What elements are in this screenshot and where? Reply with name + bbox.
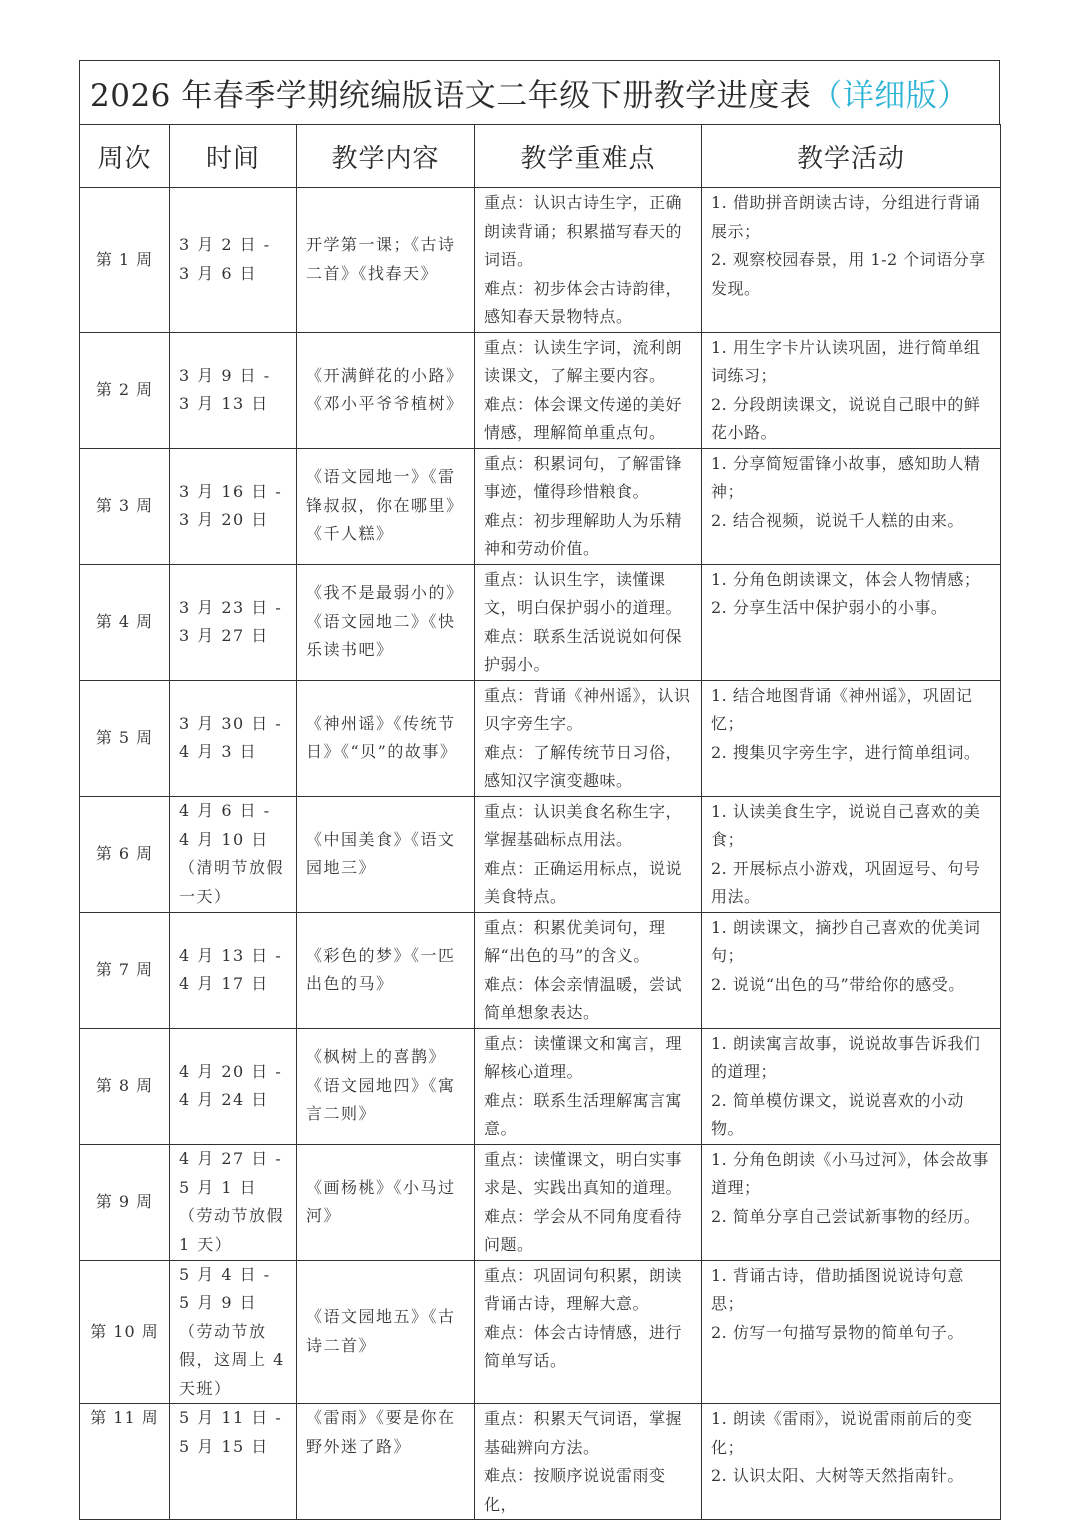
- time-cell: 4 月 13 日 - 4 月 17 日: [170, 912, 297, 1028]
- focus-cell: [475, 448, 702, 564]
- focus-text: 重点：读懂课文和寓言，理解核心道理。: [484, 1033, 683, 1081]
- page-title: [79, 60, 1000, 124]
- difficulty-text: 难点：体会课文传递的美好情感，理解简单重点句。: [484, 394, 683, 442]
- focus-text: 重点：积累优美词句，理解“出色的马”的含义。: [484, 917, 666, 965]
- table-row: [80, 332, 1001, 448]
- activity-item: 2. 搜集贝字旁生字，进行简单组词。: [711, 742, 981, 762]
- header-activity: 教学活动: [702, 125, 1001, 188]
- table-row: [80, 1028, 1001, 1144]
- activity-item: 1. 借助拼音朗读古诗，分组进行背诵展示；: [711, 193, 981, 241]
- table-row: [80, 448, 1001, 564]
- activity-cell: [702, 796, 1001, 912]
- focus-cell: [475, 1260, 702, 1404]
- activity-item: 1. 背诵古诗，借助插图说说诗句意思；: [711, 1265, 964, 1313]
- activity-item: 1. 朗读《雷雨》，说说雷雨前后的变化；: [711, 1409, 973, 1457]
- week-cell: 第 11 周: [80, 1404, 170, 1520]
- time-cell: 3 月 2 日 - 3 月 6 日: [170, 188, 297, 333]
- table-row: [80, 1260, 1001, 1404]
- activity-item: 2. 分段朗读课文，说说自己眼中的鲜花小路。: [711, 394, 981, 442]
- focus-cell: [475, 564, 702, 680]
- difficulty-text: 难点：初步体会古诗韵律，感知春天景物特点。: [484, 278, 683, 326]
- activity-item: 1. 分享简短雷锋小故事，感知助人精神；: [711, 453, 981, 501]
- difficulty-text: 难点：联系生活理解寓言寓意。: [484, 1090, 683, 1138]
- focus-text: 重点：认识生字，读懂课文，明白保护弱小的道理。: [484, 569, 683, 617]
- time-cell: 3 月 16 日 - 3 月 20 日: [170, 448, 297, 564]
- time-cell: 5 月 11 日 - 5 月 15 日: [170, 1404, 297, 1520]
- week-cell: 第 4 周: [80, 564, 170, 680]
- difficulty-text: 难点：联系生活说说如何保护弱小。: [484, 626, 683, 674]
- schedule-sheet: [79, 60, 1000, 1520]
- content-cell: 《枫树上的喜鹊》《语文园地四》《寓言二则》: [297, 1028, 475, 1144]
- time-cell: 4 月 6 日 - 4 月 10 日（清明节放假一天）: [170, 796, 297, 912]
- activity-cell: [702, 1144, 1001, 1260]
- content-cell: 开学第一课；《古诗二首》《找春天》: [297, 188, 475, 333]
- time-cell: 3 月 9 日 - 3 月 13 日: [170, 332, 297, 448]
- week-cell: 第 10 周: [80, 1260, 170, 1404]
- activity-item: 2. 简单分享自己尝试新事物的经历。: [711, 1206, 981, 1226]
- focus-cell: [475, 1404, 702, 1520]
- time-cell: 5 月 4 日 - 5 月 9 日（劳动节放假，这周上 4 天班）: [170, 1260, 297, 1404]
- difficulty-text: 难点：初步理解助人为乐精神和劳动价值。: [484, 510, 683, 558]
- activity-item: 2. 认识太阳、大树等天然指南针。: [711, 1466, 964, 1485]
- activity-cell: [702, 1404, 1001, 1520]
- focus-cell: [475, 332, 702, 448]
- header-week: 周次: [80, 125, 170, 188]
- week-cell: 第 5 周: [80, 680, 170, 796]
- activity-cell: [702, 912, 1001, 1028]
- time-cell: 4 月 20 日 - 4 月 24 日: [170, 1028, 297, 1144]
- focus-cell: [475, 1028, 702, 1144]
- content-cell: 《神州谣》《传统节日》《“贝”的故事》: [297, 680, 475, 796]
- focus-text: 重点：积累词句，了解雷锋事迹，懂得珍惜粮食。: [484, 453, 683, 501]
- focus-cell: [475, 680, 702, 796]
- table-row: [80, 680, 1001, 796]
- activity-item: 2. 简单模仿课文，说说喜欢的小动物。: [711, 1090, 964, 1138]
- header-row: [80, 125, 1001, 188]
- week-cell: 第 2 周: [80, 332, 170, 448]
- table-row: [80, 1144, 1001, 1260]
- activity-item: 2. 分享生活中保护弱小的小事。: [711, 598, 948, 617]
- content-cell: 《画杨桃》《小马过河》: [297, 1144, 475, 1260]
- time-cell: 3 月 23 日 - 3 月 27 日: [170, 564, 297, 680]
- activity-item: 1. 朗读课文，摘抄自己喜欢的优美词句；: [711, 917, 981, 965]
- week-cell: 第 7 周: [80, 912, 170, 1028]
- focus-text: 重点：认读生字词，流利朗读课文，了解主要内容。: [484, 337, 683, 385]
- activity-item: 1. 结合地图背诵《神州谣》，巩固记忆；: [711, 685, 973, 733]
- focus-cell: [475, 912, 702, 1028]
- header-content: 教学内容: [297, 125, 475, 188]
- difficulty-text: 难点：体会亲情温暖，尝试简单想象表达。: [484, 974, 683, 1022]
- table-row: [80, 1404, 1001, 1520]
- focus-text: 重点：积累天气词语，掌握基础辨向方法。: [484, 1409, 683, 1457]
- table-row: [80, 564, 1001, 680]
- header-focus: 教学重难点: [475, 125, 702, 188]
- activity-cell: [702, 1028, 1001, 1144]
- table-row: [80, 912, 1001, 1028]
- activity-cell: [702, 1260, 1001, 1404]
- activity-item: 2. 仿写一句描写景物的简单句子。: [711, 1322, 964, 1342]
- focus-cell: [475, 796, 702, 912]
- focus-text: 重点：背诵《神州谣》，认识贝字旁生字。: [484, 685, 691, 733]
- difficulty-text: 难点：体会古诗情感，进行简单写话。: [484, 1322, 683, 1370]
- focus-cell: [475, 1144, 702, 1260]
- activity-item: 1. 分角色朗读《小马过河》，体会故事道理；: [711, 1149, 989, 1197]
- difficulty-text: 难点：了解传统节日习俗，感知汉字演变趣味。: [484, 742, 683, 790]
- focus-text: 重点：认识美食名称生字，掌握基础标点用法。: [484, 801, 683, 849]
- content-cell: 《中国美食》《语文园地三》: [297, 796, 475, 912]
- time-cell: 4 月 27 日 - 5 月 1 日（劳动节放假 1 天）: [170, 1144, 297, 1260]
- activity-item: 2. 说说“出色的马”带给你的感受。: [711, 974, 965, 994]
- week-cell: 第 6 周: [80, 796, 170, 912]
- focus-text: 重点：巩固词句积累，朗读背诵古诗，理解大意。: [484, 1265, 683, 1313]
- focus-text: 重点：读懂课文，明白实事求是、实践出真知的道理。: [484, 1149, 683, 1197]
- activity-item: 2. 结合视频，说说千人糕的由来。: [711, 510, 964, 530]
- title-accent: （详细版）: [811, 78, 969, 114]
- difficulty-text: 难点：按顺序说说雷雨变化，: [484, 1466, 666, 1514]
- focus-cell: [475, 188, 702, 333]
- difficulty-text: 难点：学会从不同角度看待问题。: [484, 1206, 683, 1254]
- activity-item: 1. 分角色朗读课文，体会人物情感；: [711, 569, 981, 589]
- focus-text: 重点：认识古诗生字，正确朗读背诵；积累描写春天的词语。: [484, 193, 683, 269]
- activity-item: 1. 认读美食生字，说说自己喜欢的美食；: [711, 801, 981, 849]
- content-cell: 《开满鲜花的小路》《邓小平爷爷植树》: [297, 332, 475, 448]
- week-cell: 第 3 周: [80, 448, 170, 564]
- content-cell: 《语文园地五》《古诗二首》: [297, 1260, 475, 1404]
- activity-item: 1. 用生字卡片认读巩固，进行简单组词练习；: [711, 337, 981, 385]
- time-cell: 3 月 30 日 - 4 月 3 日: [170, 680, 297, 796]
- table-row: [80, 188, 1001, 333]
- schedule-table: [79, 124, 1001, 1520]
- week-cell: 第 8 周: [80, 1028, 170, 1144]
- activity-cell: [702, 680, 1001, 796]
- activity-cell: [702, 564, 1001, 680]
- content-cell: 《彩色的梦》《一匹出色的马》: [297, 912, 475, 1028]
- activity-cell: [702, 448, 1001, 564]
- title-main: 2026 年春季学期统编版语文二年级下册教学进度表: [90, 78, 812, 114]
- content-cell: 《雷雨》《要是你在野外迷了路》: [297, 1404, 475, 1520]
- activity-cell: [702, 332, 1001, 448]
- week-cell: 第 9 周: [80, 1144, 170, 1260]
- table-row: [80, 796, 1001, 912]
- difficulty-text: 难点：正确运用标点，说说美食特点。: [484, 858, 683, 906]
- content-cell: 《我不是最弱小的》《语文园地二》《快乐读书吧》: [297, 564, 475, 680]
- header-time: 时间: [170, 125, 297, 188]
- activity-item: 2. 观察校园春景，用 1-2 个词语分享发现。: [711, 250, 986, 298]
- content-cell: 《语文园地一》《雷锋叔叔，你在哪里》《千人糕》: [297, 448, 475, 564]
- week-cell: 第 1 周: [80, 188, 170, 333]
- activity-item: 2. 开展标点小游戏，巩固逗号、句号用法。: [711, 858, 981, 906]
- activity-cell: [702, 188, 1001, 333]
- activity-item: 1. 朗读寓言故事，说说故事告诉我们的道理；: [711, 1033, 981, 1081]
